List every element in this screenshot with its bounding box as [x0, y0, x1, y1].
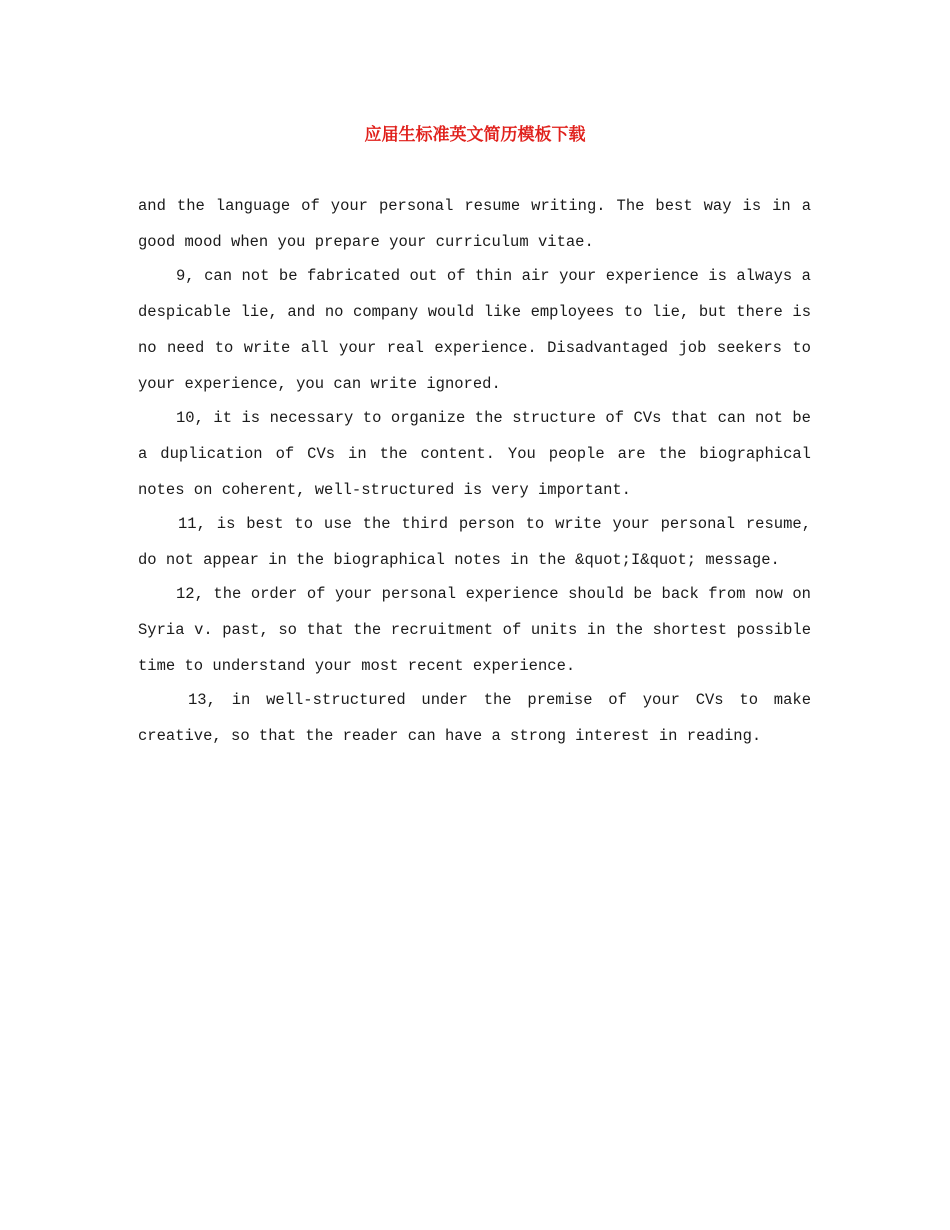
paragraph-item-11: 11, is best to use the third person to write your personal resume, do not appear in the biographical notes in the &quot;I&quot; message. — [138, 515, 811, 569]
paragraph-item-10: 10, it is necessary to organize the structure of CVs that can not be a duplication of CVs in the content. You people are the biographical notes on coherent, well-structured is very important. — [138, 409, 811, 499]
paragraph-intro: and the language of your personal resume writing. The best way is in a good mood when you prepare your curriculum vitae. — [138, 197, 811, 251]
paragraph-item-13: 13, in well-structured under the premise of your CVs to make creative, so that the reader can have a strong interest in reading. — [138, 691, 811, 745]
document-body — [138, 188, 811, 752]
page-title: 应届生标准英文简历模板下载 — [364, 125, 586, 145]
paragraph-item-9: 9, can not be fabricated out of thin air your experience is always a despicable lie, and no company would like employees to lie, but there is no need to write all your real experience. Disadvantaged job seekers to your experience, you can write ignored. — [138, 267, 811, 393]
paragraph-item-12: 12, the order of your personal experience should be back from now on Syria v. past, so that the recruitment of units in the shortest possible time to understand your most recent experience. — [138, 585, 811, 675]
